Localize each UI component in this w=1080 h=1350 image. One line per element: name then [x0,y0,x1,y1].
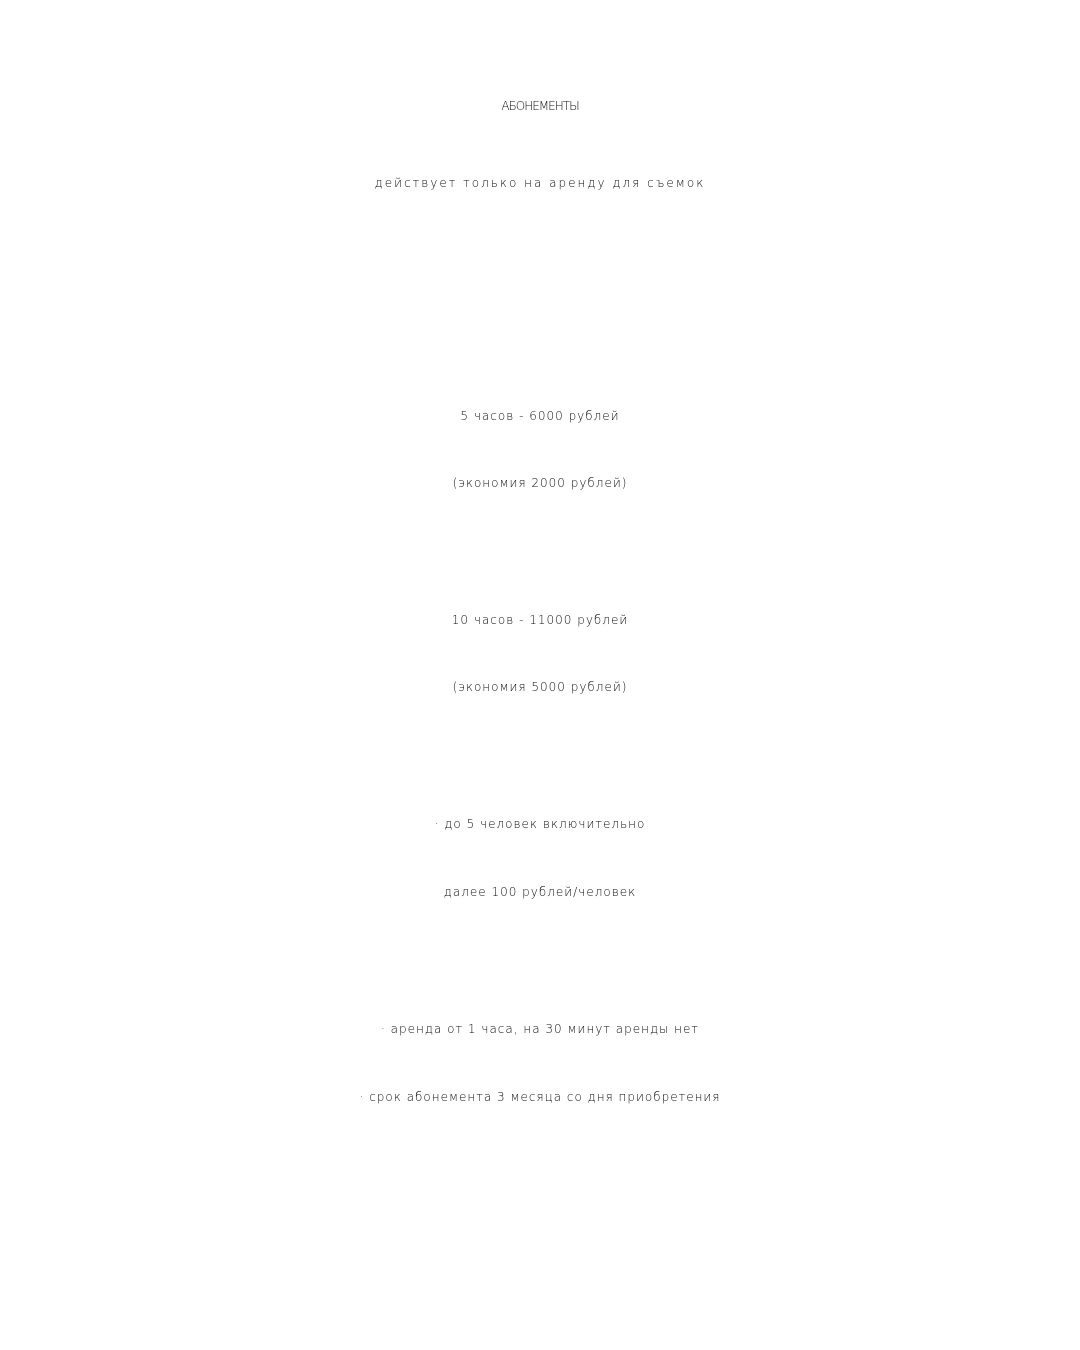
page-subtitle: действует только на аренду для съемок [374,176,706,190]
plan-10-hours-price: 10 часов - 11000 рублей [451,613,629,627]
minimum-rental-note: · аренда от 1 часа, на 30 минут аренды нет [381,1022,699,1036]
plan-5-hours-price: 5 часов - 6000 рублей [460,409,620,423]
page-title: АБОНЕМЕНТЫ [501,99,579,113]
plan-10-hours-savings: (экономия 5000 рублей) [452,680,628,694]
plan-5-hours-savings: (экономия 2000 рублей) [452,476,628,490]
validity-period-note: · срок абонемента 3 месяца со дня приобретения [359,1090,721,1104]
extra-person-fee-note: далее 100 рублей/человек [443,885,637,899]
people-limit-note: · до 5 человек включительно [434,817,646,831]
